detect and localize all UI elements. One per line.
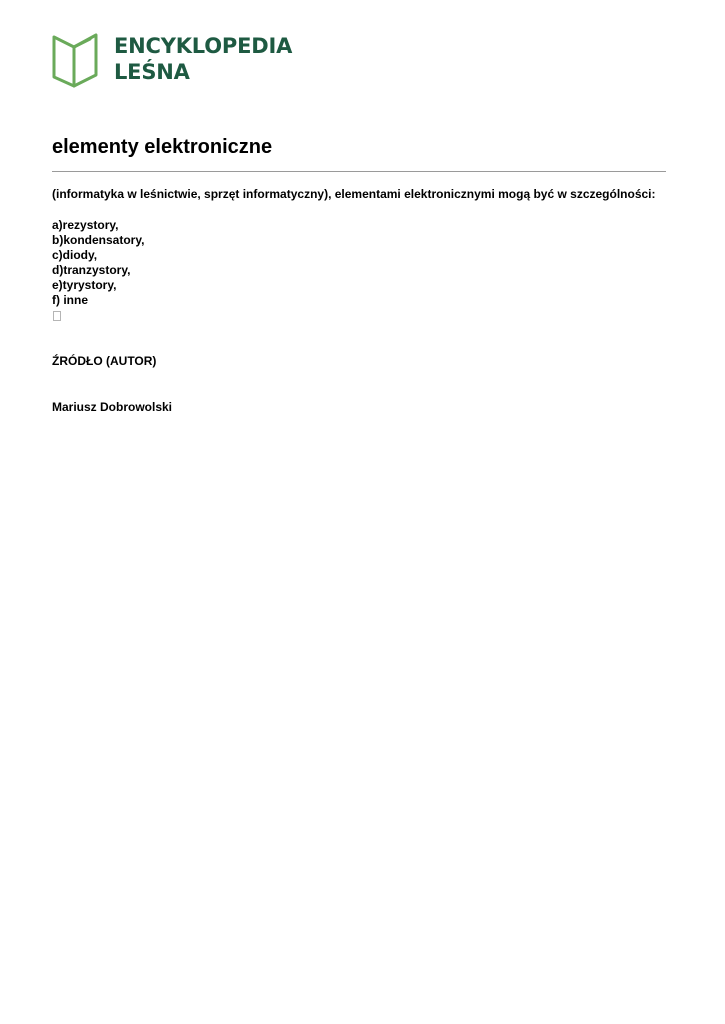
list-item: b)kondensatory, bbox=[52, 233, 145, 247]
site-logo bbox=[52, 33, 292, 91]
missing-glyph-icon bbox=[53, 311, 61, 321]
source-heading: ŹRÓDŁO (AUTOR) bbox=[52, 354, 157, 368]
author-name: Mariusz Dobrowolski bbox=[52, 400, 173, 414]
open-book-icon bbox=[52, 33, 100, 89]
list-item: e)tyrystory, bbox=[52, 278, 117, 292]
list-item: d)tranzystory, bbox=[52, 263, 131, 277]
article-intro: (informatyka w leśnictwie, sprzęt informatyczny), elementami elektronicznymi mogą być w szczególności: bbox=[52, 187, 656, 201]
logo-line-2: LEŚNA bbox=[114, 60, 190, 84]
list-item: c)diody, bbox=[52, 248, 98, 262]
logo-line-1: ENCYKLOPEDIA bbox=[114, 34, 293, 58]
list-item: f) inne bbox=[52, 293, 88, 307]
list-item: a)rezystory, bbox=[52, 218, 119, 232]
component-list bbox=[52, 218, 144, 308]
logo-wordmark bbox=[114, 33, 292, 85]
title-divider bbox=[52, 171, 666, 172]
article-title: elementy elektroniczne bbox=[52, 136, 273, 158]
